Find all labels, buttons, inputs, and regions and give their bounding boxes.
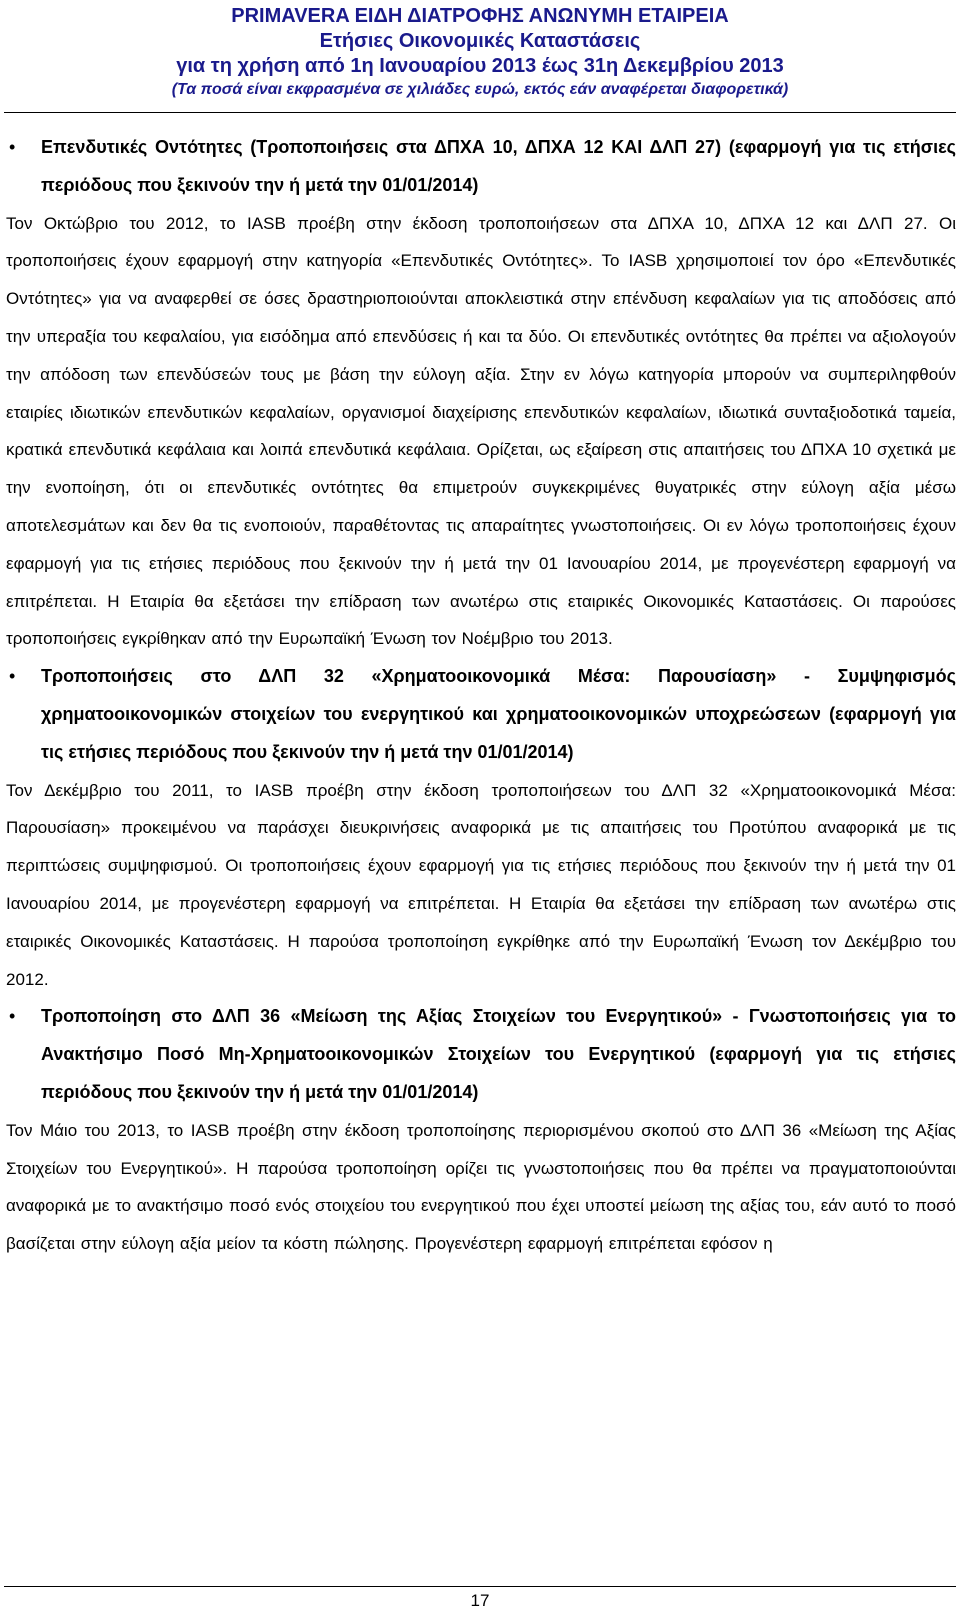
report-title: Ετήσιες Οικονομικές Καταστάσεις bbox=[319, 30, 641, 52]
amounts-note: (Τα ποσά είναι εκφρασμένα σε χιλιάδες ευρώ, εκτός εάν αναφέρεται διαφορετικά) bbox=[171, 81, 789, 98]
heading-text: Τροποποιήσεις στο ΔΛΠ 32 «Χρηματοοικονομικά Μέσα: Παρουσίαση» - Συμψηφισμός χρηματοοικονομικών στοιχείων του ενεργητικού και χρηματοοικονομικών υποχρεώσεων (εφαρμογή για τις ετήσιες περιόδους που ξεκινούν την ή μετά την 01/01/2014) bbox=[41, 666, 956, 762]
page-number: 17 bbox=[470, 1591, 490, 1610]
paragraph-ias36: Τον Μάιο του 2013, το IASB προέβη στην έκδοση τροποποίησης περιορισμένου σκοπού στο ΔΛΠ 36 «Μείωση της Αξίας Στοιχείων του Ενεργητικού». Η παρούσα τροποποίηση ορίζει τις γνωστοποιήσεις που θα πρέπει να πραγματοποιούνται αναφορικά με το ανακτήσιμο ποσό ενός στοιχείου του ενεργητικού που έχει υποστεί μείωση της αξίας του, εάν αυτό το ποσό βασίζεται στην εύλογη αξία μείον τα κόστη πώλησης. Προγενέστερη εφαρμογή επιτρέπεται εφόσον η bbox=[6, 1120, 956, 1254]
paragraph-investment-entities: Τον Οκτώβριο του 2012, το IASB προέβη στην έκδοση τροποποιήσεων στα ΔΠΧΑ 10, ΔΠΧΑ 12 και ΔΛΠ 27. Οι τροποποιήσεις έχουν εφαρμογή στην κατηγορία «Επενδυτικές Οντότητες». Το IASB χρησιμοποιεί τον όρο «Επενδυτικές Οντότητες» για να αναφερθεί σε όσες δραστηριοποιούνται αποκλειστικά στην επένδυση κεφαλαίων για τις αποδόσεις από την υπεραξία του κεφαλαίου, για εισόδημα από επενδύσεις ή και τα δύο. Οι επενδυτικές οντότητες θα πρέπει να αξιολογούν την απόδοση των επενδύσεών τους με βάση την εύλογη αξία. Στην εν λόγω κατηγορία μπορούν να συμπεριληφθούν εταιρίες ιδιωτικών επενδυτικών κεφαλαίων, οργανισμοί διαχείρισης επενδυτικών κεφαλαίων, ιδιωτικά συνταξιοδοτικά ταμεία, κρατικά επενδυτικά κεφάλαια και λοιπά επενδυτικά κεφάλαια. Ορίζεται, ως εξαίρεση στις απαιτήσεις του ΔΠΧΑ 10 σχετικά με την ενοποίηση, ότι οι επενδυτικές οντότητες θα επιμετρούν συγκεκριμένες θυγατρικές στην εύλογη αξία μέσω αποτελεσμάτων και δεν θα τις ενοποιούν, παραθέτοντας τις απαραίτητες γνωστοποιήσεις. Οι εν λόγω τροποποιήσεις έχουν εφαρμογή για τις ετήσιες περιόδους που ξεκινούν την ή μετά την 01 Ιανουαρίου 2014, με προγενέστερη εφαρμογή να επιτρέπεται. Η Εταιρία θα εξετάσει την επίδραση των ανωτέρω στις εταιρικές Οικονομικές Καταστάσεις. Οι παρούσες τροποποιήσεις εγκρίθηκαν από την Ευρωπαϊκή Ένωση τον Νοέμβριο του 2013. bbox=[6, 213, 956, 649]
report-period: για τη χρήση από 1η Ιανουαρίου 2013 έως 31η Δεκεμβρίου 2013 bbox=[176, 55, 784, 77]
company-name: PRIMAVERA ΕΙΔΗ ΔΙΑΤΡΟΦΗΣ ΑΝΩΝΥΜΗ ΕΤΑΙΡΕΙΑ bbox=[231, 5, 729, 27]
header-divider bbox=[4, 112, 956, 113]
footer-divider bbox=[4, 1586, 956, 1587]
heading-text: Τροποποίηση στο ΔΛΠ 36 «Μείωση της Αξίας Στοιχείων του Ενεργητικού» - Γνωστοποιήσεις για το Ανακτήσιμο Ποσό Μη-Χρηματοοικονομικών Στοιχείων του Ενεργητικού (εφαρμογή για τις ετήσιες περιόδους που ξεκινούν την ή μετά την 01/01/2014) bbox=[41, 1006, 956, 1102]
section-heading-investment-entities bbox=[6, 129, 956, 205]
section-heading-ias32 bbox=[6, 658, 956, 771]
bullet-icon: • bbox=[9, 666, 16, 687]
document-body bbox=[6, 129, 956, 1263]
heading-text: Επενδυτικές Οντότητες (Τροποποιήσεις στα ΔΠΧΑ 10, ΔΠΧΑ 12 ΚΑΙ ΔΛΠ 27) (εφαρμογή για τις ετήσιες περιόδους που ξεκινούν την ή μετά την 01/01/2014) bbox=[41, 137, 956, 195]
paragraph-ias32: Τον Δεκέμβριο του 2011, το IASB προέβη στην έκδοση τροποποιήσεων του ΔΛΠ 32 «Χρηματοοικονομικά Μέσα: Παρουσίαση» προκειμένου να παράσχει διευκρινήσεις αναφορικά με τις απαιτήσεις του Προτύπου αναφορικά με τις περιπτώσεις συμψηφισμού. Οι τροποποιήσεις έχουν εφαρμογή για τις ετήσιες περιόδους που ξεκινούν την ή μετά την 01 Ιανουαρίου 2014, με προγενέστερη εφαρμογή να επιτρέπεται. Η Εταιρία θα εξετάσει την επίδραση των ανωτέρω στις εταιρικές Οικονομικές Καταστάσεις. Η παρούσα τροποποίηση εγκρίθηκε από την Ευρωπαϊκή Ένωση τον Δεκέμβριο του 2012. bbox=[6, 780, 956, 989]
bullet-icon: • bbox=[9, 1006, 16, 1027]
document-header bbox=[0, 4, 960, 101]
bullet-icon: • bbox=[9, 137, 16, 157]
section-heading-ias36 bbox=[6, 998, 956, 1111]
